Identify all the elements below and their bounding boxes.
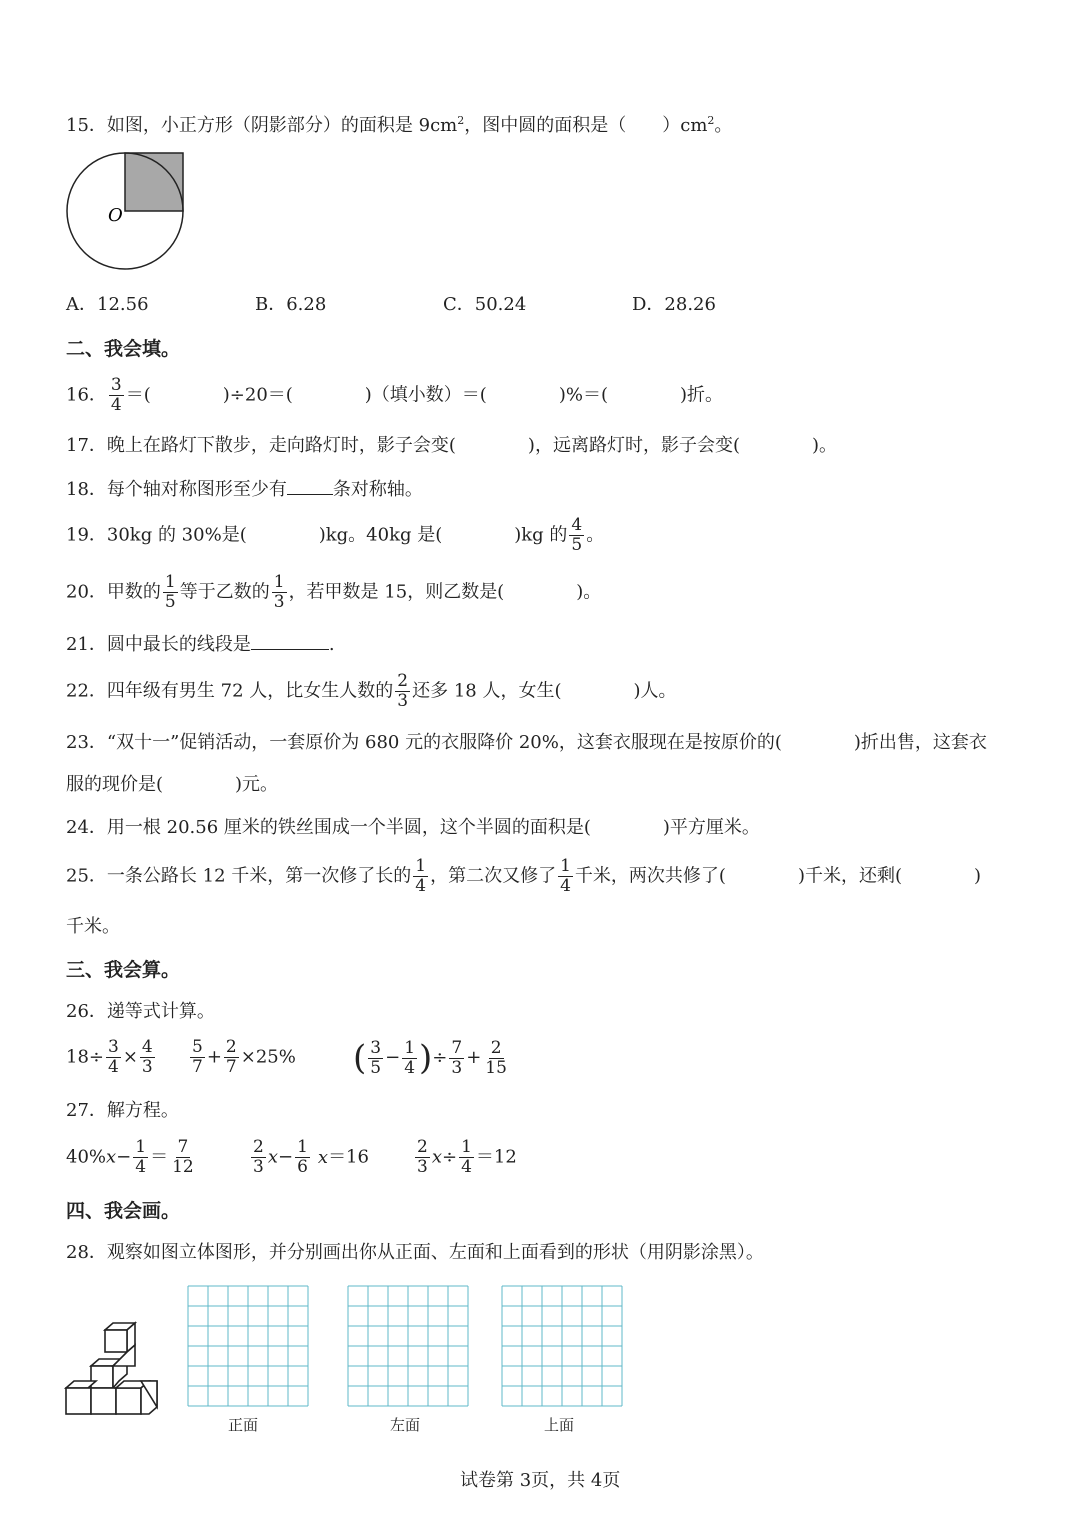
q19: 19．30kg 的 30%是( )kg。40kg 是( )kg 的 $\frac{4}{5}$ 。 — [66, 515, 605, 555]
fraction: $\frac{3}{4}$ — [108, 1037, 119, 1077]
fraction: $\frac{4}{5}$ — [571, 515, 583, 555]
q16: 16． $\frac{3}{4}$ ＝( )÷20＝( )（填小数）＝( )%＝( )折。 — [66, 375, 724, 415]
q27-eq-3: $\frac{2}{3}$ x÷ $\frac{1}{4}$ ＝12 — [417, 1137, 517, 1177]
answer-blank[interactable] — [287, 476, 333, 495]
q23-line1: 23．“双十一”促销活动，一套原价为 680 元的衣服降价 20%，这套衣服现在是按原价的( )折出售，这套衣 — [66, 732, 987, 753]
q27-eq-1: 40%x− $\frac{1}{4}$ ＝ $\frac{7}{12}$ — [66, 1137, 194, 1177]
fraction: $\frac{1}{4}$ — [560, 856, 571, 896]
q27-title: 27．解方程。 — [66, 1100, 179, 1121]
fraction: $\frac{1}{4}$ — [461, 1137, 472, 1177]
fraction: $\frac{3}{4}$ — [110, 375, 122, 415]
q26-expr-2: $\frac{5}{7}$ + $\frac{2}{7}$ ×25% — [192, 1037, 296, 1077]
section-4-heading: 四、我会画。 — [66, 1200, 181, 1222]
q21: 21．圆中最长的线段是 . — [66, 631, 335, 658]
fraction: $\frac{1}{4}$ — [135, 1137, 147, 1177]
q15-option-d[interactable]: D．28.26 — [632, 294, 716, 315]
fraction: $\frac{1}{3}$ — [273, 572, 285, 612]
label-top-view: 上面 — [544, 1416, 575, 1434]
fraction: $\frac{2}{3}$ — [417, 1137, 428, 1177]
center-label-o: O — [108, 205, 123, 226]
fraction: $\frac{2}{3}$ — [397, 671, 409, 711]
q25-line2: 千米。 — [66, 916, 120, 937]
page-footer: 试卷第 3页，共 4页 — [460, 1470, 621, 1491]
q22: 22．四年级有男生 72 人，比女生人数的 $\frac{2}{3}$ 还多 18 人，女生( )人。 — [66, 671, 677, 711]
shaded-square — [125, 153, 183, 211]
fraction: $\frac{4}{3}$ — [141, 1037, 153, 1077]
fraction: $\frac{1}{4}$ — [415, 856, 427, 896]
section-3-heading: 三、我会算。 — [66, 959, 181, 981]
answer-blank[interactable] — [251, 631, 329, 650]
label-left-view: 左面 — [390, 1416, 421, 1434]
fraction: $\frac{1}{6}$ — [297, 1137, 308, 1177]
q28-text: 28．观察如图立体图形，并分别画出你从正面、左面和上面看到的形状（用阴影涂黑）。 — [66, 1242, 764, 1263]
q15-option-a[interactable]: A．12.56 — [66, 294, 149, 315]
q17: 17．晚上在路灯下散步，走向路灯时，影子会变( )，远离路灯时，影子会变( )。 — [66, 435, 837, 456]
q18: 18．每个轴对称图形至少有 条对称轴。 — [66, 476, 423, 503]
fraction: $\frac{3}{5}$ — [370, 1037, 382, 1078]
grid-top-view[interactable] — [500, 1284, 624, 1408]
q15-option-c[interactable]: C．50.24 — [443, 294, 527, 315]
section-2-heading: 二、我会填。 — [66, 338, 181, 360]
q26-expr-1: 18÷ $\frac{3}{4}$ × $\frac{4}{3}$ — [66, 1037, 153, 1077]
left-paren: ( — [353, 1038, 367, 1078]
fraction: $\frac{5}{7}$ — [192, 1037, 203, 1077]
fraction: $\frac{2}{15}$ — [485, 1037, 507, 1078]
label-front-view: 正面 — [228, 1416, 259, 1434]
fraction: $\frac{7}{12}$ — [172, 1137, 194, 1177]
q26-title: 26．递等式计算。 — [66, 1001, 215, 1022]
fraction: $\frac{1}{4}$ — [404, 1037, 416, 1078]
fraction: $\frac{2}{7}$ — [225, 1037, 237, 1077]
q15-option-b[interactable]: B．6.28 — [255, 294, 327, 315]
fraction: $\frac{7}{3}$ — [451, 1037, 463, 1078]
right-paren: ) — [419, 1038, 433, 1078]
circle-square-figure — [60, 148, 190, 278]
q20: 20．甲数的 $\frac{1}{5}$ 等于乙数的 $\frac{1}{3}$ ，若甲数是 15，则乙数是( )。 — [66, 572, 602, 612]
grid-left-view[interactable] — [346, 1284, 470, 1408]
q25: 25．一条公路长 12 千米，第一次修了长的 $\frac{1}{4}$ ，第二次又修了 $\frac{1}{4}$ 千米，两次共修了( )千米，还剩( ) — [66, 856, 982, 896]
fraction: $\frac{1}{5}$ — [164, 572, 176, 612]
fraction: $\frac{2}{3}$ — [253, 1137, 264, 1177]
grid-front-view[interactable] — [186, 1284, 310, 1408]
q26-expr-3: ( $\frac{3}{5}$ − $\frac{1}{4}$ )÷ $\frac{7}{3}$ + $\frac{2}{15}$ — [353, 1037, 507, 1078]
cube-stack-figure — [60, 1320, 170, 1420]
q15-text: 15．如图，小正方形（阴影部分）的面积是 $9cm^2$，图中圆的面积是（ ）$cm^2$。 — [66, 114, 733, 136]
q27-eq-2: $\frac{2}{3}$ x− $\frac{1}{6}$ x＝16 — [253, 1137, 369, 1177]
q24: 24．用一根 20.56 厘米的铁丝围成一个半圆，这个半圆的面积是( )平方厘米。 — [66, 817, 760, 838]
q23-line2: 服的现价是( )元。 — [66, 774, 279, 795]
